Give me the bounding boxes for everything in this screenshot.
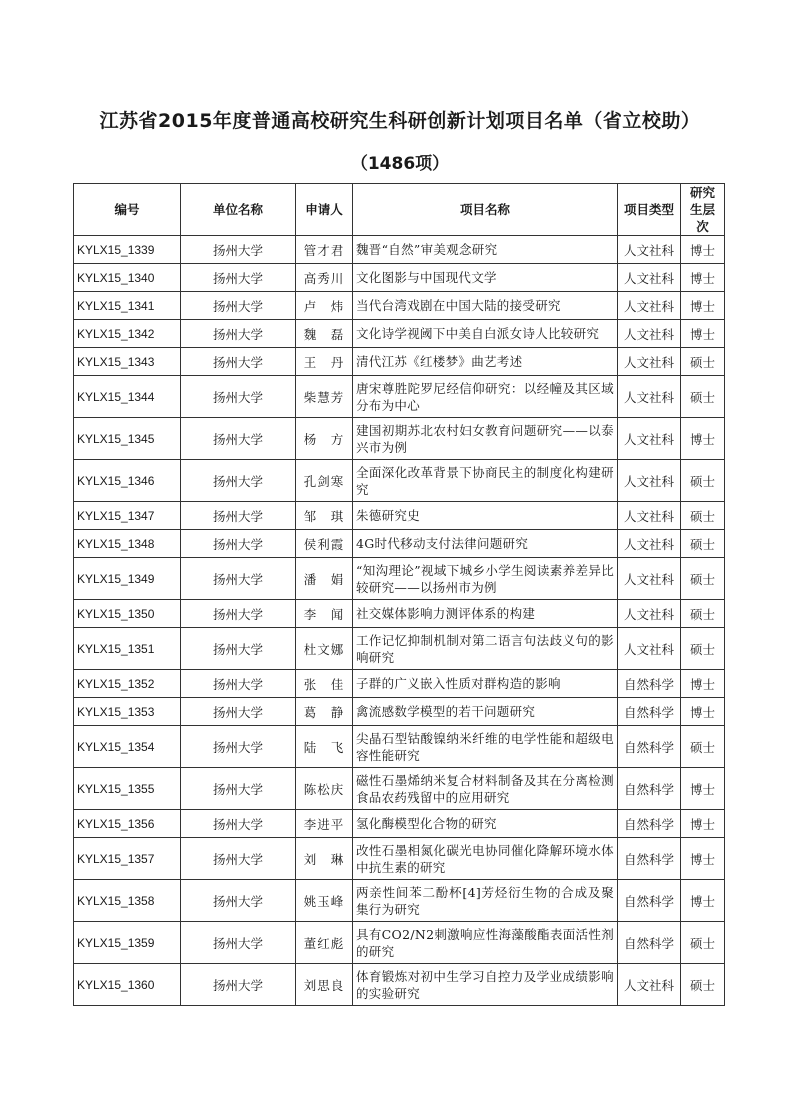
- cell-code: KYLX15_1352: [74, 670, 181, 698]
- table-row: [74, 320, 725, 348]
- table-row: [74, 670, 725, 698]
- cell-code: KYLX15_1345: [74, 418, 181, 460]
- cell-type: 人文社科: [618, 292, 681, 320]
- cell-applicant: 卢 炜: [296, 292, 353, 320]
- cell-project: 建国初期苏北农村妇女教育问题研究——以泰兴市为例: [353, 418, 618, 460]
- cell-unit: 扬州大学: [181, 558, 296, 600]
- cell-type: 自然科学: [618, 838, 681, 880]
- cell-level: 硕士: [681, 558, 725, 600]
- cell-unit: 扬州大学: [181, 922, 296, 964]
- cell-code: KYLX15_1355: [74, 768, 181, 810]
- cell-code: KYLX15_1358: [74, 880, 181, 922]
- cell-code: KYLX15_1357: [74, 838, 181, 880]
- cell-applicant: 潘 娟: [296, 558, 353, 600]
- cell-type: 人文社科: [618, 418, 681, 460]
- table-row: [74, 558, 725, 600]
- cell-applicant: 陈松庆: [296, 768, 353, 810]
- cell-project: 文化图影与中国现代文学: [353, 264, 618, 292]
- cell-type: 人文社科: [618, 628, 681, 670]
- cell-applicant: 王 丹: [296, 348, 353, 376]
- cell-applicant: 刘思良: [296, 964, 353, 1006]
- cell-applicant: 魏 磊: [296, 320, 353, 348]
- cell-code: KYLX15_1360: [74, 964, 181, 1006]
- cell-applicant: 张 佳: [296, 670, 353, 698]
- cell-project: 魏晋“自然”审美观念研究: [353, 236, 618, 264]
- cell-unit: 扬州大学: [181, 670, 296, 698]
- table-row: [74, 460, 725, 502]
- table-row: [74, 418, 725, 460]
- table-row: [74, 530, 725, 558]
- table-row: [74, 810, 725, 838]
- cell-level: 硕士: [681, 628, 725, 670]
- cell-level: 硕士: [681, 502, 725, 530]
- table-row: [74, 628, 725, 670]
- cell-applicant: 邹 琪: [296, 502, 353, 530]
- cell-project: 当代台湾戏剧在中国大陆的接受研究: [353, 292, 618, 320]
- cell-unit: 扬州大学: [181, 838, 296, 880]
- cell-unit: 扬州大学: [181, 530, 296, 558]
- cell-project: 磁性石墨烯纳米复合材料制备及其在分离检测食品农药残留中的应用研究: [353, 768, 618, 810]
- table-row: [74, 922, 725, 964]
- header-unit: 单位名称: [181, 184, 296, 236]
- cell-code: KYLX15_1347: [74, 502, 181, 530]
- header-type: 项目类型: [618, 184, 681, 236]
- cell-project: 唐宋尊胜陀罗尼经信仰研究：以经幢及其区域分布为中心: [353, 376, 618, 418]
- cell-applicant: 杨 方: [296, 418, 353, 460]
- table-row: [74, 348, 725, 376]
- cell-project: “知沟理论”视域下城乡小学生阅读素养差异比较研究——以扬州市为例: [353, 558, 618, 600]
- cell-unit: 扬州大学: [181, 292, 296, 320]
- cell-level: 博士: [681, 670, 725, 698]
- cell-level: 博士: [681, 236, 725, 264]
- cell-level: 硕士: [681, 376, 725, 418]
- cell-project: 两亲性间苯二酚杯[4]芳烃衍生物的合成及聚集行为研究: [353, 880, 618, 922]
- cell-type: 自然科学: [618, 670, 681, 698]
- table-row: [74, 502, 725, 530]
- cell-unit: 扬州大学: [181, 320, 296, 348]
- cell-type: 人文社科: [618, 964, 681, 1006]
- cell-unit: 扬州大学: [181, 810, 296, 838]
- header-code: 编号: [74, 184, 181, 236]
- cell-type: 人文社科: [618, 502, 681, 530]
- cell-applicant: 刘 琳: [296, 838, 353, 880]
- cell-applicant: 姚玉峰: [296, 880, 353, 922]
- cell-type: 自然科学: [618, 726, 681, 768]
- cell-unit: 扬州大学: [181, 726, 296, 768]
- cell-project: 尖晶石型钴酸镍纳米纤维的电学性能和超级电容性能研究: [353, 726, 618, 768]
- cell-project: 禽流感数学模型的若干问题研究: [353, 698, 618, 726]
- cell-unit: 扬州大学: [181, 698, 296, 726]
- cell-code: KYLX15_1343: [74, 348, 181, 376]
- cell-type: 人文社科: [618, 320, 681, 348]
- cell-type: 自然科学: [618, 698, 681, 726]
- cell-applicant: 李 闻: [296, 600, 353, 628]
- cell-type: 人文社科: [618, 348, 681, 376]
- project-table: [73, 183, 725, 1006]
- cell-applicant: 孔剑寒: [296, 460, 353, 502]
- cell-level: 硕士: [681, 964, 725, 1006]
- cell-unit: 扬州大学: [181, 348, 296, 376]
- cell-level: 硕士: [681, 600, 725, 628]
- cell-project: 改性石墨相氮化碳光电协同催化降解环境水体中抗生素的研究: [353, 838, 618, 880]
- cell-type: 人文社科: [618, 376, 681, 418]
- cell-level: 博士: [681, 418, 725, 460]
- cell-code: KYLX15_1340: [74, 264, 181, 292]
- cell-level: 博士: [681, 768, 725, 810]
- cell-type: 自然科学: [618, 880, 681, 922]
- cell-code: KYLX15_1350: [74, 600, 181, 628]
- table-row: [74, 236, 725, 264]
- cell-unit: 扬州大学: [181, 376, 296, 418]
- cell-type: 人文社科: [618, 600, 681, 628]
- cell-level: 博士: [681, 810, 725, 838]
- cell-code: KYLX15_1351: [74, 628, 181, 670]
- cell-unit: 扬州大学: [181, 600, 296, 628]
- cell-code: KYLX15_1349: [74, 558, 181, 600]
- cell-project: 氢化酶模型化合物的研究: [353, 810, 618, 838]
- table-row: [74, 600, 725, 628]
- cell-type: 自然科学: [618, 768, 681, 810]
- table-row: [74, 964, 725, 1006]
- table-header-row: [74, 184, 725, 236]
- cell-applicant: 李进平: [296, 810, 353, 838]
- cell-unit: 扬州大学: [181, 768, 296, 810]
- table-row: [74, 880, 725, 922]
- cell-project: 文化诗学视阈下中美自白派女诗人比较研究: [353, 320, 618, 348]
- cell-applicant: 柴慧芳: [296, 376, 353, 418]
- cell-level: 硕士: [681, 530, 725, 558]
- cell-project: 清代江苏《红楼梦》曲艺考述: [353, 348, 618, 376]
- cell-project: 社交媒体影响力测评体系的构建: [353, 600, 618, 628]
- cell-unit: 扬州大学: [181, 236, 296, 264]
- table-row: [74, 726, 725, 768]
- cell-project: 体育锻炼对初中生学习自控力及学业成绩影响的实验研究: [353, 964, 618, 1006]
- cell-type: 人文社科: [618, 530, 681, 558]
- cell-applicant: 高秀川: [296, 264, 353, 292]
- cell-unit: 扬州大学: [181, 502, 296, 530]
- cell-level: 博士: [681, 264, 725, 292]
- cell-unit: 扬州大学: [181, 964, 296, 1006]
- cell-applicant: 葛 静: [296, 698, 353, 726]
- header-project: 项目名称: [353, 184, 618, 236]
- cell-level: 博士: [681, 320, 725, 348]
- cell-code: KYLX15_1353: [74, 698, 181, 726]
- cell-unit: 扬州大学: [181, 418, 296, 460]
- cell-level: 硕士: [681, 726, 725, 768]
- cell-project: 全面深化改革背景下协商民主的制度化构建研究: [353, 460, 618, 502]
- cell-code: KYLX15_1344: [74, 376, 181, 418]
- cell-type: 自然科学: [618, 922, 681, 964]
- cell-unit: 扬州大学: [181, 880, 296, 922]
- table-row: [74, 376, 725, 418]
- cell-type: 人文社科: [618, 264, 681, 292]
- cell-code: KYLX15_1356: [74, 810, 181, 838]
- table-row: [74, 264, 725, 292]
- document-subtitle: （1486项）: [350, 154, 450, 174]
- cell-project: 工作记忆抑制机制对第二语言句法歧义句的影响研究: [353, 628, 618, 670]
- cell-level: 硕士: [681, 460, 725, 502]
- cell-unit: 扬州大学: [181, 628, 296, 670]
- cell-project: 4G时代移动支付法律问题研究: [353, 530, 618, 558]
- cell-type: 人文社科: [618, 558, 681, 600]
- document-title: 江苏省2015年度普通高校研究生科研创新计划项目名单（省立校助）: [99, 110, 701, 132]
- cell-code: KYLX15_1339: [74, 236, 181, 264]
- cell-project: 朱德研究史: [353, 502, 618, 530]
- table-row: [74, 768, 725, 810]
- cell-code: KYLX15_1354: [74, 726, 181, 768]
- cell-applicant: 董红彪: [296, 922, 353, 964]
- cell-level: 博士: [681, 880, 725, 922]
- cell-level: 博士: [681, 838, 725, 880]
- cell-level: 博士: [681, 698, 725, 726]
- cell-type: 人文社科: [618, 460, 681, 502]
- table-row: [74, 838, 725, 880]
- cell-code: KYLX15_1342: [74, 320, 181, 348]
- cell-unit: 扬州大学: [181, 460, 296, 502]
- cell-type: 人文社科: [618, 236, 681, 264]
- table-row: [74, 292, 725, 320]
- cell-applicant: 陆 飞: [296, 726, 353, 768]
- cell-project: 具有CO2/N2刺激响应性海藻酸酯表面活性剂的研究: [353, 922, 618, 964]
- cell-applicant: 侯利霞: [296, 530, 353, 558]
- cell-level: 博士: [681, 292, 725, 320]
- cell-type: 自然科学: [618, 810, 681, 838]
- cell-code: KYLX15_1341: [74, 292, 181, 320]
- cell-applicant: 管才君: [296, 236, 353, 264]
- header-level: 研究生层次: [681, 184, 725, 236]
- cell-code: KYLX15_1348: [74, 530, 181, 558]
- table-row: [74, 698, 725, 726]
- cell-project: 子群的广义嵌入性质对群构造的影响: [353, 670, 618, 698]
- cell-level: 硕士: [681, 922, 725, 964]
- cell-unit: 扬州大学: [181, 264, 296, 292]
- table-body: [74, 236, 725, 1006]
- cell-code: KYLX15_1359: [74, 922, 181, 964]
- cell-applicant: 杜文娜: [296, 628, 353, 670]
- cell-code: KYLX15_1346: [74, 460, 181, 502]
- header-applicant: 申请人: [296, 184, 353, 236]
- cell-level: 硕士: [681, 348, 725, 376]
